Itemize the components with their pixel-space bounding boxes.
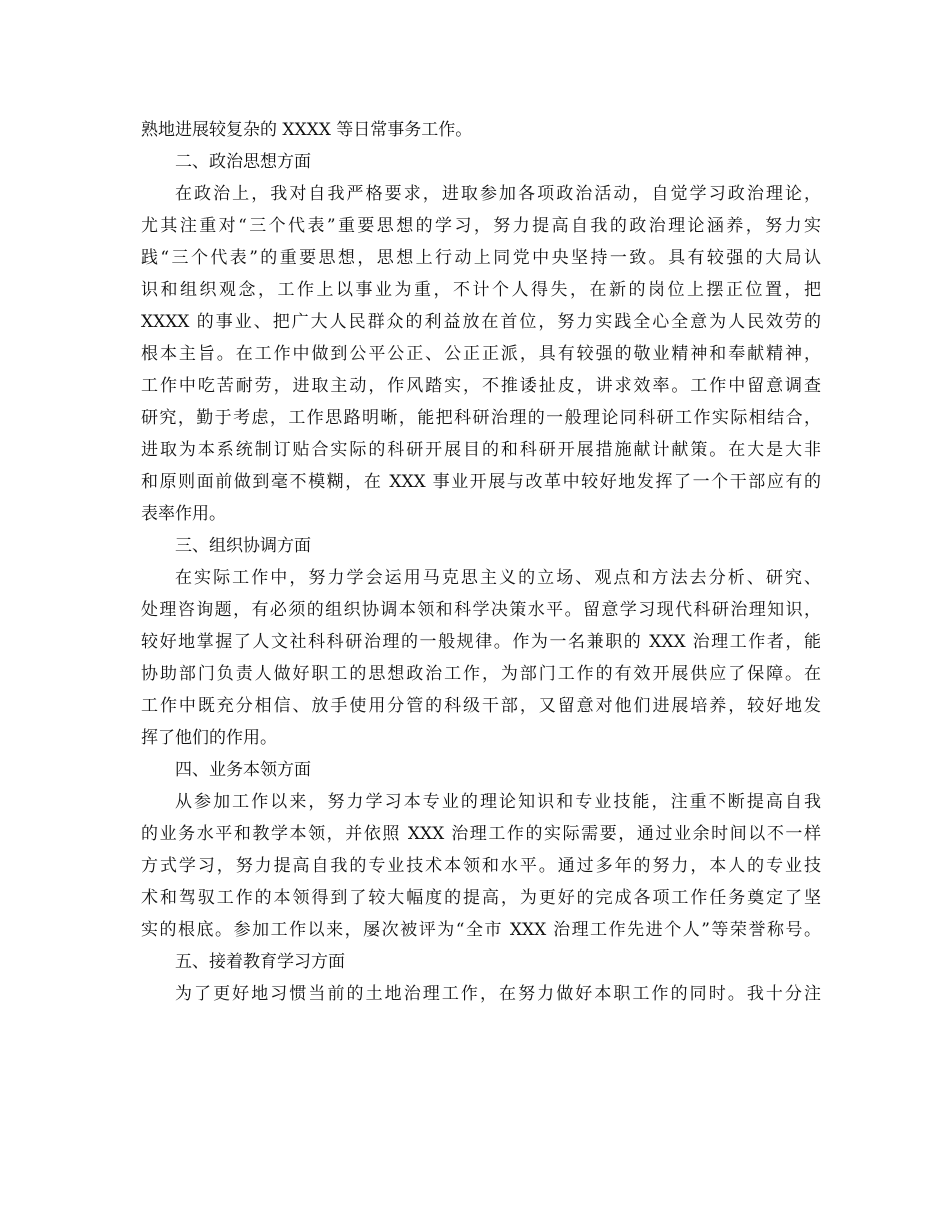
body-line: 尤其注重对“三个代表”重要思想的学习，努力提高自我的政治理论涵养，努力实 xyxy=(141,216,821,236)
body-line: 研究，勤于考虑，工作思路明晰，能把科研治理的一般理论同科研工作实际相结合， xyxy=(141,408,821,428)
body-line: 术和驾驭工作的本领得到了较大幅度的提高，为更好的完成各项工作任务奠定了坚 xyxy=(141,888,821,908)
body-line: 熟地进展较复杂的 XXXX 等日常事务工作。 xyxy=(141,120,473,140)
body-line: 根本主旨。在工作中做到公平公正、公正正派，具有较强的敬业精神和奉献精神， xyxy=(141,344,821,364)
body-line: 挥了他们的作用。 xyxy=(141,728,277,748)
body-line: 和原则面前做到毫不模糊，在 XXX 事业开展与改革中较好地发挥了一个干部应有的 xyxy=(141,472,821,492)
body-line: 识和组织观念，工作上以事业为重，不计个人得失，在新的岗位上摆正位置，把 xyxy=(141,280,821,300)
body-line: 进取为本系统制订贴合实际的科研开展目的和科研开展措施献计献策。在大是大非 xyxy=(141,440,821,460)
section-heading-coordination: 三、组织协调方面 xyxy=(175,536,311,556)
section-heading-education: 五、接着教育学习方面 xyxy=(175,952,345,972)
body-line: 在政治上，我对自我严格要求，进取参加各项政治活动，自觉学习政治理论， xyxy=(175,184,821,204)
body-line: XXXX 的事业、把广大人民群众的利益放在首位，努力实践全心全意为人民效劳的 xyxy=(141,312,821,332)
body-line: 工作中既充分相信、放手使用分管的科级干部，又留意对他们进展培养，较好地发 xyxy=(141,696,821,716)
body-line: 表率作用。 xyxy=(141,504,226,524)
body-line: 方式学习，努力提高自我的专业技术本领和水平。通过多年的努力，本人的专业技 xyxy=(141,856,821,876)
body-line: 从参加工作以来，努力学习本专业的理论知识和专业技能，注重不断提高自我 xyxy=(175,792,821,812)
body-line: 为了更好地习惯当前的土地治理工作，在努力做好本职工作的同时。我十分注 xyxy=(175,984,821,1004)
body-line: 处理咨询题，有必须的组织协调本领和科学决策水平。留意学习现代科研治理知识， xyxy=(141,600,821,620)
body-line: 在实际工作中，努力学会运用马克思主义的立场、观点和方法去分析、研究、 xyxy=(175,568,821,588)
body-line: 践“三个代表”的重要思想，思想上行动上同党中央坚持一致。具有较强的大局认 xyxy=(141,248,821,268)
document-body xyxy=(141,114,821,1010)
body-line: 实的根底。参加工作以来，屡次被评为“全市 XXX 治理工作先进个人”等荣誉称号。 xyxy=(141,920,821,940)
body-line: 工作中吃苦耐劳，进取主动，作风踏实，不推诿扯皮，讲求效率。工作中留意调查 xyxy=(141,376,821,396)
body-line: 较好地掌握了人文社科科研治理的一般规律。作为一名兼职的 XXX 治理工作者，能 xyxy=(141,632,821,652)
body-line: 协助部门负责人做好职工的思想政治工作，为部门工作的有效开展供应了保障。在 xyxy=(141,664,821,684)
section-heading-business: 四、业务本领方面 xyxy=(175,760,311,780)
body-line: 的业务水平和教学本领，并依照 XXX 治理工作的实际需要，通过业余时间以不一样 xyxy=(141,824,821,844)
section-heading-political: 二、政治思想方面 xyxy=(175,152,311,172)
